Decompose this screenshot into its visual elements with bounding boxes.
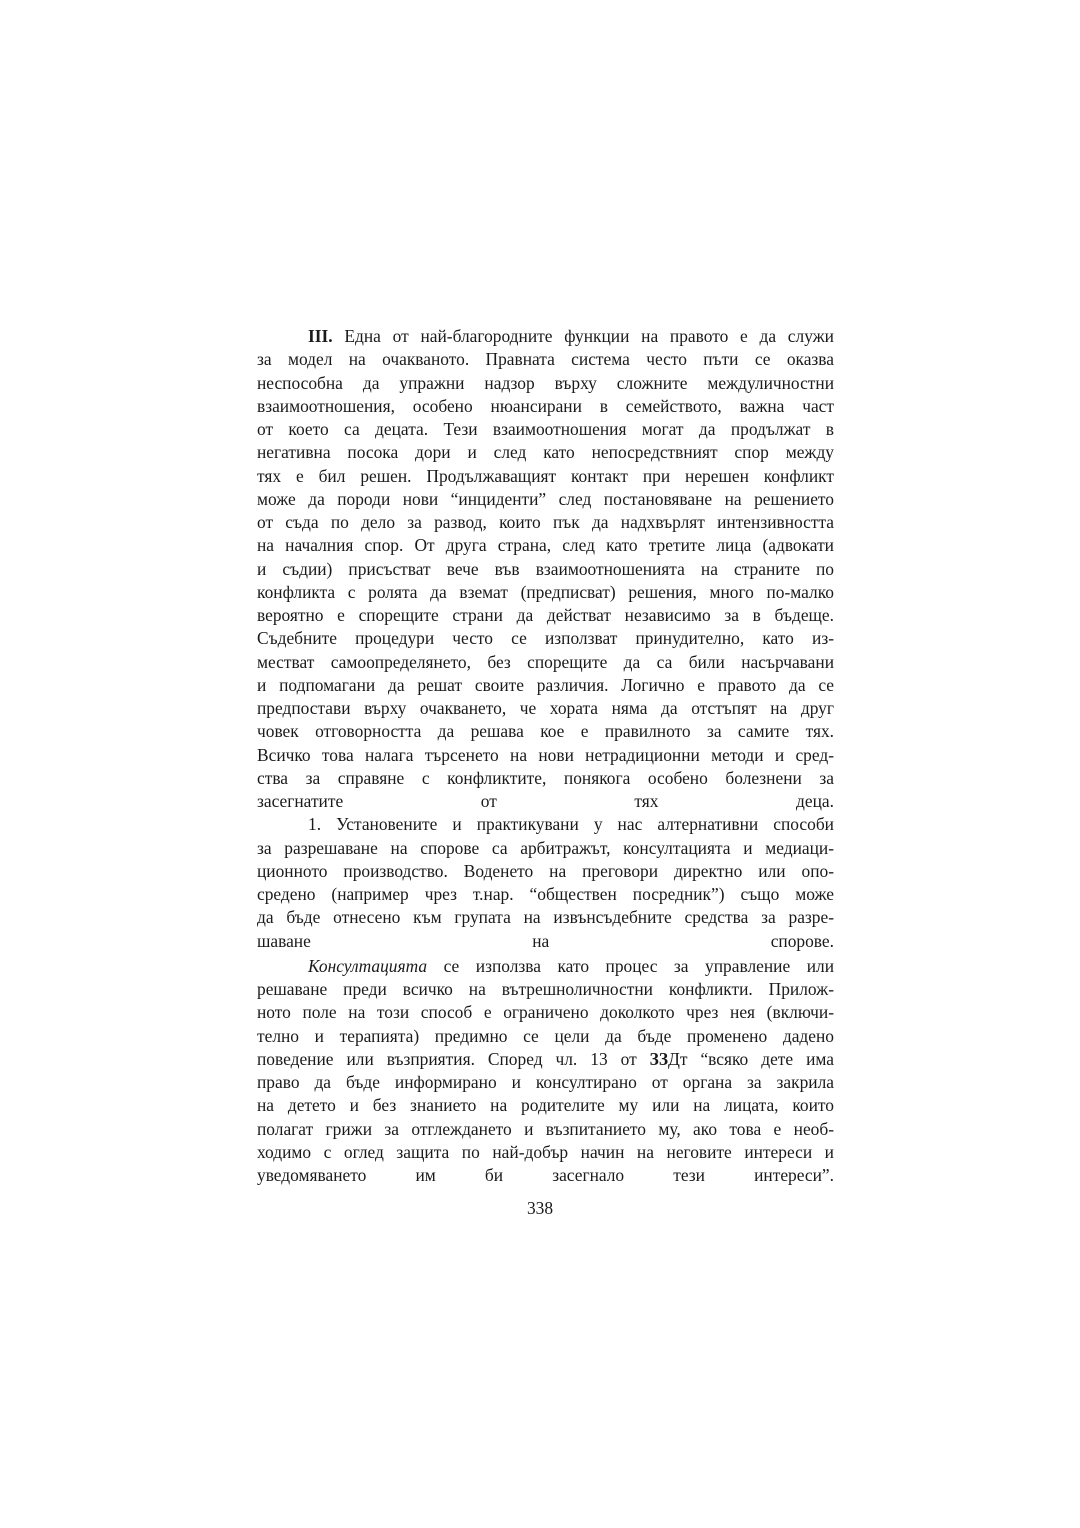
text-line: може да породи нови “инциденти” след постановяване на решението <box>257 488 834 509</box>
text-line: Консултацията се използва като процес за управление или <box>308 955 834 976</box>
text-line: ходимо с оглед защита по най-добър начин на неговите интереси и <box>257 1141 834 1162</box>
text-line: за модел на очакваното. Правната система често пъти се оказва <box>257 349 834 370</box>
text-line: шаване на спорове. <box>257 930 834 951</box>
text-line: взаимоотношения, особено нюансирани в семейството, важна част <box>257 395 834 416</box>
text-line: и съдии) присъстват вече във взаимоотношенията на страните по <box>257 558 834 579</box>
text-line: 1. Установените и практикувани у нас алтернативни способи <box>308 814 834 835</box>
body-text <box>257 325 834 1187</box>
text-line: поведение или възприятия. Според чл. 13 от ЗЗДт “всяко дете има <box>257 1048 834 1069</box>
text-line: човек отговорността да решава кое е правилното за самите тях. <box>257 721 834 742</box>
text-line: местват самоопределянето, без спорещите да са били насърчавани <box>257 651 834 672</box>
text-line: ства за справяне с конфликтите, понякога особено болезнени за <box>257 767 834 788</box>
text-line: и подпомагани да решат своите различия. Логично е правото да се <box>257 674 834 695</box>
text-line: неспособна да упражни надзор върху сложните междуличностни <box>257 372 834 393</box>
text-line: конфликта с ролята да вземат (предписват) решения, много по-малко <box>257 581 834 602</box>
text-line: средено (например чрез т.нар. “обществен посредник”) също може <box>257 884 834 904</box>
paragraph-3 <box>257 955 834 1188</box>
text-line: на началния спор. От друга страна, след като третите лица (адвокати <box>257 535 834 556</box>
text-line: ното поле на този способ е ограничено доколкото чрез нея (включи- <box>257 1002 834 1023</box>
text-line: решаване преди всичко на вътрешноличностни конфликти. Прилож- <box>257 979 834 999</box>
text-line: от което са децата. Тези взаимоотношения могат да продължат в <box>257 419 834 439</box>
emphasized-term: Консултацията <box>308 955 428 976</box>
law-abbreviation: ЗЗ <box>649 1048 669 1069</box>
text-line: засегнатите от тях деца. <box>257 791 834 811</box>
text-line: ционното производство. Воденето на преговори директно или опо- <box>257 860 834 881</box>
text-line: тях е бил решен. Продължаващият контакт при нерешен конфликт <box>257 465 834 486</box>
text-line: за разрешаване на спорове са арбитражът, консултацията и медиаци- <box>257 837 834 858</box>
section-numeral: III. <box>308 326 333 346</box>
text-line: вероятно е спорещите страни да действат независимо за в бъдеще. <box>257 605 834 625</box>
text-line: от съда по дело за развод, които пък да надхвърлят интензивността <box>257 512 834 532</box>
text-line: да бъде отнесено към групата на извънсъдебните средства за разре- <box>257 907 834 928</box>
paragraph-1 <box>257 325 834 813</box>
page-number: 338 <box>526 1198 554 1218</box>
text-line: Всичко това налага търсенето на нови нетрадиционни методи и сред- <box>257 744 834 765</box>
text-line: телно и терапията) предимно се цели да бъде променено дадено <box>257 1025 834 1046</box>
text-line: уведомяването им би засегнало тези интереси”. <box>257 1165 834 1185</box>
text-line: на детето и без знанието на родителите му или на лицата, които <box>257 1095 834 1116</box>
text-line: предпостави върху очакването, че хората няма да отстъпят на друг <box>257 698 834 718</box>
paragraph-2 <box>257 813 834 953</box>
text-line: негативна посока дори и след като непосредствният спор между <box>257 442 834 463</box>
text-line: III. Една от най-благородните функции на правото е да служи <box>308 326 834 346</box>
text-line: полагат грижи за отглеждането и възпитанието му, ако това е необ- <box>257 1118 834 1139</box>
text-line: право да бъде информирано и консултирано от органа за закрила <box>257 1072 834 1092</box>
text-line: Съдебните процедури често се използват принудително, като из- <box>257 628 834 649</box>
